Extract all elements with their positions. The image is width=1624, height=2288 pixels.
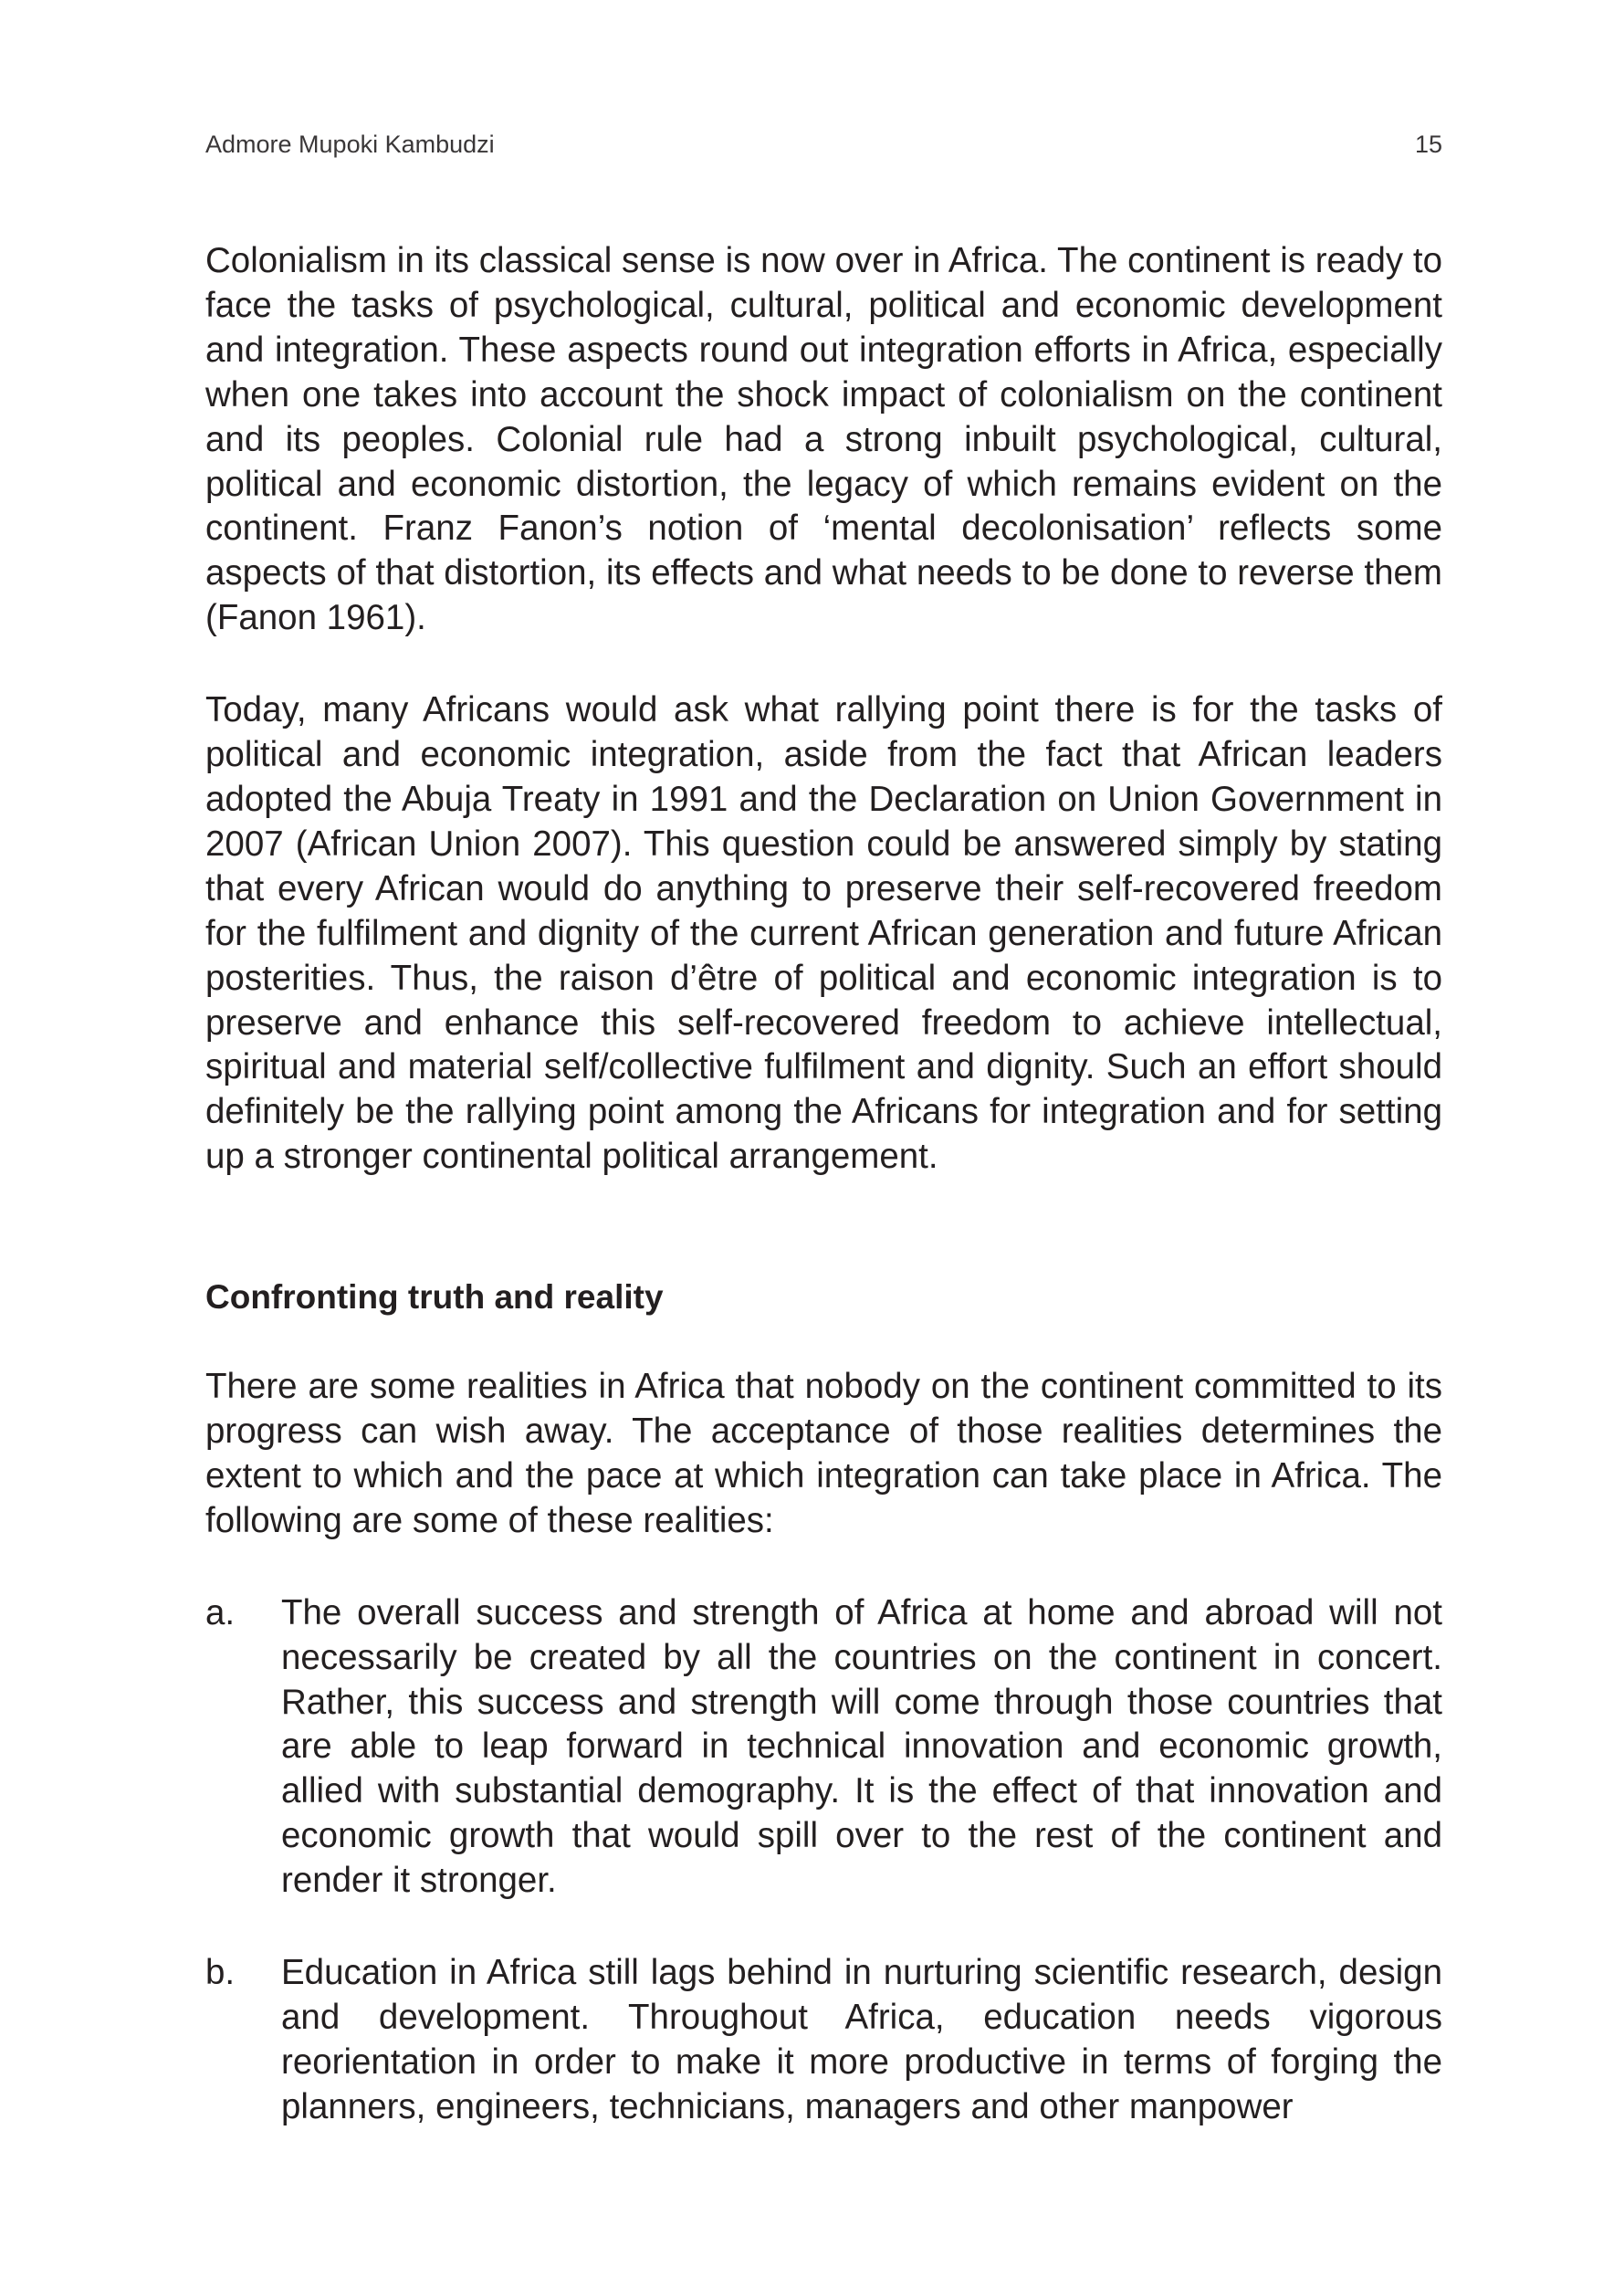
section-heading: Confronting truth and reality: [205, 1278, 664, 1317]
page-number: 15: [1414, 131, 1442, 158]
section-intro-paragraph: There are some realities in Africa that nobody on the continent committed to its progress can wish away. The acceptance of those realities determines the extent to which and the pace at which integration can take place in Africa. The following are some of these realities:: [205, 1367, 1442, 1540]
body-text: [205, 239, 1442, 2178]
body-paragraph: Today, many Africans would ask what rallying point there is for the tasks of political and economic integration, aside from the fact that African leaders adopted the Abuja Treaty in 1991 and the Declaration on Union Government in 2007 (African Union 2007). This question could be answered simply by stating that every African would do anything to preserve their self-recovered freedom for the fulfilment and dignity of the current African generation and future African posterities. Thus, the raison d’être of political and economic integration is to preserve and enhance this self-recovered freedom to achieve intellectual, spiritual and material self/collective fulfilment and dignity. Such an effort should definitely be the rallying point among the Africans for integration and for setting up a stronger continental political arrangement.: [205, 690, 1442, 1177]
list-marker: a.: [205, 1592, 236, 1632]
running-head: [205, 126, 1442, 163]
list-item-text: Education in Africa still lags behind in nurturing scientific research, design and development. Throughout Africa, education needs vigorous reorientation in order to make it more productive in terms of forging the planners, engineers, technicians, managers and other manpower: [281, 1953, 1442, 2126]
running-head-author: Admore Mupoki Kambudzi: [205, 131, 495, 158]
body-paragraph: Colonialism in its classical sense is now over in Africa. The continent is ready to face the tasks of psychological, cultural, political and economic development and integration. These aspects round out integration efforts in Africa, especially when one takes into account the shock impact of colonialism on the continent and its peoples. Colonial rule had a strong inbuilt psychological, cultural, political and economic distortion, the legacy of which remains evident on the continent. Franz Fanon’s notion of ‘mental decolonisation’ reflects some aspects of that distortion, its effects and what needs to be done to reverse them (Fanon 1961).: [205, 241, 1442, 638]
list-item: [205, 1951, 1442, 2130]
list-item-text: The overall success and strength of Africa at home and abroad will not necessarily be created by all the countries on the continent in concert. Rather, this success and strength will come through those countries that are able to leap forward in technical innovation and economic growth, allied with substantial demography. It is the effect of that innovation and economic growth that would spill over to the rest of the continent and render it stronger.: [281, 1592, 1442, 1901]
list-marker: b.: [205, 1953, 236, 1993]
list-item: [205, 1591, 1442, 1904]
realities-list: [205, 1591, 1442, 2130]
